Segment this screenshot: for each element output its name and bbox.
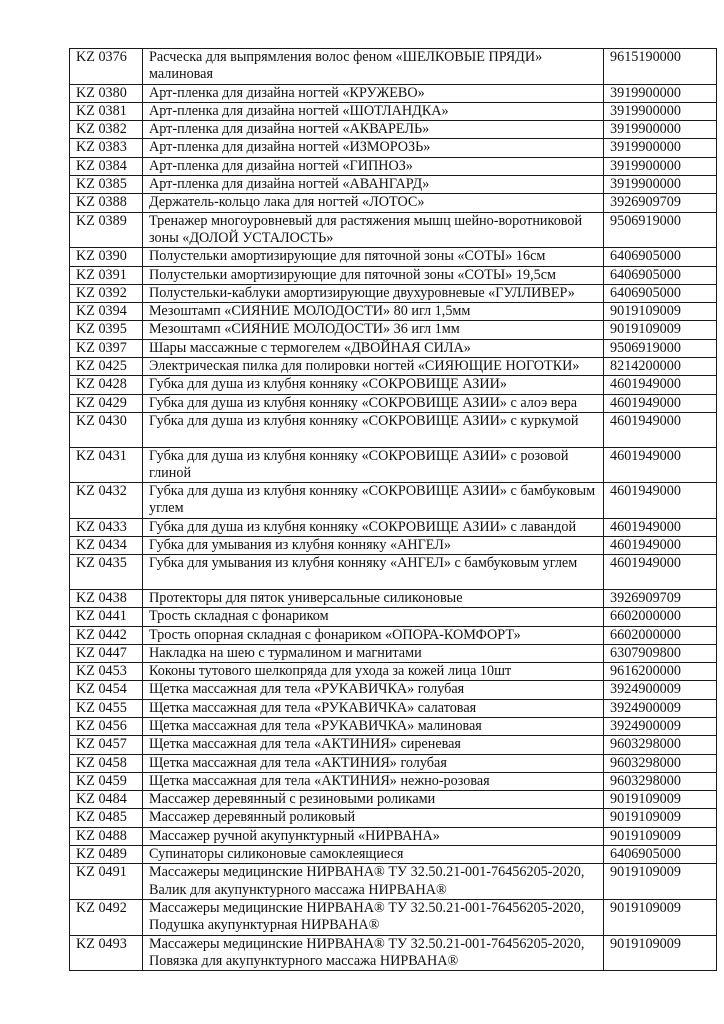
- product-code-cell: KZ 0484: [70, 791, 143, 809]
- table-row: [70, 846, 717, 864]
- product-description-cell: Щетка массажная для тела «РУКАВИЧКА» салатовая: [143, 699, 604, 717]
- product-code-cell: KZ 0431: [70, 447, 143, 483]
- product-code-cell: KZ 0453: [70, 663, 143, 681]
- table-row: [70, 447, 717, 483]
- hs-code-cell: 6406905000: [604, 846, 717, 864]
- table-row: [70, 717, 717, 735]
- product-description-cell: Арт-пленка для дизайна ногтей «ШОТЛАНДКА»: [143, 102, 604, 120]
- table-row: [70, 84, 717, 102]
- product-code-cell: KZ 0394: [70, 303, 143, 321]
- product-code-cell: KZ 0454: [70, 681, 143, 699]
- hs-code-cell: 9019109009: [604, 321, 717, 339]
- product-code-cell: KZ 0492: [70, 899, 143, 935]
- table-row: [70, 663, 717, 681]
- hs-code-cell: 9019109009: [604, 303, 717, 321]
- hs-code-cell: 9019109009: [604, 809, 717, 827]
- product-description-cell: Массажер ручной акупунктурный «НИРВАНА»: [143, 827, 604, 845]
- product-code-cell: KZ 0388: [70, 194, 143, 212]
- table-row: [70, 303, 717, 321]
- product-description-cell: Полустельки амортизирующие для пяточной зоны «СОТЫ» 19,5см: [143, 266, 604, 284]
- product-description-cell: Щетка массажная для тела «АКТИНИЯ» нежно-розовая: [143, 772, 604, 790]
- product-description-cell: Полустельки-каблуки амортизирующие двухуровневые «ГУЛЛИВЕР»: [143, 284, 604, 302]
- product-description-cell: Щетка массажная для тела «АКТИНИЯ» сиреневая: [143, 736, 604, 754]
- product-description-cell: Губка для умывания из клубня конняку «АНГЕЛ» с бамбуковым углем: [143, 555, 604, 590]
- product-code-cell: KZ 0382: [70, 121, 143, 139]
- product-description-cell: Губка для душа из клубня конняку «СОКРОВИЩЕ АЗИИ»: [143, 376, 604, 394]
- product-code-cell: KZ 0493: [70, 935, 143, 971]
- product-description-cell: Расческа для выпрямления волос феном «ШЕЛКОВЫЕ ПРЯДИ» малиновая: [143, 49, 604, 85]
- hs-code-cell: 3926909709: [604, 589, 717, 607]
- product-description-cell: Губка для душа из клубня конняку «СОКРОВИЩЕ АЗИИ» с бамбуковым углем: [143, 483, 604, 519]
- hs-code-cell: 4601949000: [604, 447, 717, 483]
- product-code-cell: KZ 0383: [70, 139, 143, 157]
- product-description-cell: Арт-пленка для дизайна ногтей «КРУЖЕВО»: [143, 84, 604, 102]
- hs-code-cell: 3924900009: [604, 699, 717, 717]
- product-description-cell: Тренажер многоуровневый для растяжения мышц шейно-воротниковой зоны «ДОЛОЙ УСТАЛОСТЬ»: [143, 212, 604, 248]
- product-description-cell: Накладка на шею с турмалином и магнитами: [143, 644, 604, 662]
- hs-code-cell: 9603298000: [604, 754, 717, 772]
- hs-code-cell: 4601949000: [604, 412, 717, 447]
- product-code-cell: KZ 0435: [70, 555, 143, 590]
- product-code-cell: KZ 0438: [70, 589, 143, 607]
- hs-code-cell: 3919900000: [604, 139, 717, 157]
- hs-code-cell: 3919900000: [604, 176, 717, 194]
- hs-code-cell: 3919900000: [604, 84, 717, 102]
- product-code-cell: KZ 0425: [70, 358, 143, 376]
- product-code-cell: KZ 0391: [70, 266, 143, 284]
- hs-code-cell: 9616200000: [604, 663, 717, 681]
- product-description-cell: Массажеры медицинские НИРВАНА® ТУ 32.50.21-001-76456205-2020, Подушка акупунктурная НИРВАНА®: [143, 899, 604, 935]
- product-code-cell: KZ 0489: [70, 846, 143, 864]
- table-row: [70, 827, 717, 845]
- hs-code-cell: 3919900000: [604, 157, 717, 175]
- product-description-cell: Губка для душа из клубня конняку «СОКРОВИЩЕ АЗИИ» с лавандой: [143, 518, 604, 536]
- product-description-cell: Арт-пленка для дизайна ногтей «ИЗМОРОЗЬ»: [143, 139, 604, 157]
- product-description-cell: Коконы тутового шелкопряда для ухода за кожей лица 10шт: [143, 663, 604, 681]
- product-code-cell: KZ 0381: [70, 102, 143, 120]
- product-code-cell: KZ 0442: [70, 626, 143, 644]
- table-row: [70, 248, 717, 266]
- product-code-cell: KZ 0397: [70, 339, 143, 357]
- table-row: [70, 121, 717, 139]
- table-row: [70, 518, 717, 536]
- product-description-cell: Губка для умывания из клубня конняку «АНГЕЛ»: [143, 537, 604, 555]
- hs-code-cell: 3926909709: [604, 194, 717, 212]
- product-code-cell: KZ 0395: [70, 321, 143, 339]
- product-description-cell: Арт-пленка для дизайна ногтей «АВАНГАРД»: [143, 176, 604, 194]
- product-description-cell: Губка для душа из клубня конняку «СОКРОВИЩЕ АЗИИ» с куркумой: [143, 412, 604, 447]
- hs-code-cell: 4601949000: [604, 518, 717, 536]
- table-row: [70, 321, 717, 339]
- hs-code-cell: 9603298000: [604, 736, 717, 754]
- table-row: [70, 681, 717, 699]
- product-description-cell: Щетка массажная для тела «РУКАВИЧКА» малиновая: [143, 717, 604, 735]
- hs-code-cell: 6602000000: [604, 626, 717, 644]
- product-code-cell: KZ 0455: [70, 699, 143, 717]
- hs-code-cell: 4601949000: [604, 483, 717, 519]
- product-code-cell: KZ 0457: [70, 736, 143, 754]
- hs-code-cell: 6406905000: [604, 266, 717, 284]
- product-description-cell: Губка для душа из клубня конняку «СОКРОВИЩЕ АЗИИ» с алоэ вера: [143, 394, 604, 412]
- hs-code-cell: 3924900009: [604, 717, 717, 735]
- hs-code-cell: 9019109009: [604, 899, 717, 935]
- table-row: [70, 608, 717, 626]
- product-code-table: [69, 48, 717, 971]
- product-description-cell: Электрическая пилка для полировки ногтей «СИЯЮЩИЕ НОГОТКИ»: [143, 358, 604, 376]
- product-description-cell: Губка для душа из клубня конняку «СОКРОВИЩЕ АЗИИ» с розовой глиной: [143, 447, 604, 483]
- table-row: [70, 284, 717, 302]
- product-description-cell: Супинаторы силиконовые самоклеящиеся: [143, 846, 604, 864]
- hs-code-cell: 9615190000: [604, 49, 717, 85]
- hs-code-cell: 9019109009: [604, 935, 717, 971]
- table-row: [70, 176, 717, 194]
- hs-code-cell: 9019109009: [604, 827, 717, 845]
- product-description-cell: Щетка массажная для тела «АКТИНИЯ» голубая: [143, 754, 604, 772]
- product-description-cell: Мезоштамп «СИЯНИЕ МОЛОДОСТИ» 80 игл 1,5мм: [143, 303, 604, 321]
- table-row: [70, 537, 717, 555]
- product-code-cell: KZ 0458: [70, 754, 143, 772]
- table-row: [70, 791, 717, 809]
- table-row: [70, 589, 717, 607]
- product-code-cell: KZ 0447: [70, 644, 143, 662]
- product-code-cell: KZ 0384: [70, 157, 143, 175]
- hs-code-cell: 3924900009: [604, 681, 717, 699]
- hs-code-cell: 4601949000: [604, 376, 717, 394]
- table-row: [70, 555, 717, 590]
- product-code-cell: KZ 0428: [70, 376, 143, 394]
- table-row: [70, 864, 717, 900]
- table-row: [70, 376, 717, 394]
- table-row: [70, 935, 717, 971]
- hs-code-cell: 6406905000: [604, 248, 717, 266]
- table-row: [70, 358, 717, 376]
- hs-code-cell: 4601949000: [604, 394, 717, 412]
- table-row: [70, 754, 717, 772]
- product-code-cell: KZ 0434: [70, 537, 143, 555]
- product-code-cell: KZ 0390: [70, 248, 143, 266]
- table-row: [70, 49, 717, 85]
- product-code-cell: KZ 0485: [70, 809, 143, 827]
- table-body: [70, 49, 717, 971]
- product-description-cell: Массажеры медицинские НИРВАНА® ТУ 32.50.21-001-76456205-2020, Валик для акупунктурного массажа НИРВАНА®: [143, 864, 604, 900]
- product-code-cell: KZ 0488: [70, 827, 143, 845]
- hs-code-cell: 6406905000: [604, 284, 717, 302]
- hs-code-cell: 6307909800: [604, 644, 717, 662]
- product-code-cell: KZ 0491: [70, 864, 143, 900]
- product-description-cell: Трость опорная складная с фонариком «ОПОРА-КОМФОРТ»: [143, 626, 604, 644]
- product-description-cell: Щетка массажная для тела «РУКАВИЧКА» голубая: [143, 681, 604, 699]
- product-description-cell: Шары массажные с термогелем «ДВОЙНАЯ СИЛА»: [143, 339, 604, 357]
- table-row: [70, 644, 717, 662]
- table-row: [70, 139, 717, 157]
- product-code-cell: KZ 0385: [70, 176, 143, 194]
- product-description-cell: Держатель-кольцо лака для ногтей «ЛОТОС»: [143, 194, 604, 212]
- hs-code-cell: 6602000000: [604, 608, 717, 626]
- hs-code-cell: 9019109009: [604, 864, 717, 900]
- product-description-cell: Трость складная с фонариком: [143, 608, 604, 626]
- hs-code-cell: 4601949000: [604, 537, 717, 555]
- table-row: [70, 626, 717, 644]
- product-description-cell: Мезоштамп «СИЯНИЕ МОЛОДОСТИ» 36 игл 1мм: [143, 321, 604, 339]
- table-row: [70, 412, 717, 447]
- product-code-cell: KZ 0380: [70, 84, 143, 102]
- product-code-cell: KZ 0441: [70, 608, 143, 626]
- table-row: [70, 772, 717, 790]
- product-description-cell: Массажеры медицинские НИРВАНА® ТУ 32.50.21-001-76456205-2020, Повязка для акупунктурного массажа НИРВАНА®: [143, 935, 604, 971]
- hs-code-cell: 9506919000: [604, 212, 717, 248]
- product-code-cell: KZ 0389: [70, 212, 143, 248]
- table-row: [70, 736, 717, 754]
- product-description-cell: Арт-пленка для дизайна ногтей «ГИПНОЗ»: [143, 157, 604, 175]
- table-row: [70, 194, 717, 212]
- product-code-cell: KZ 0430: [70, 412, 143, 447]
- hs-code-cell: 3919900000: [604, 121, 717, 139]
- hs-code-cell: 3919900000: [604, 102, 717, 120]
- product-code-cell: KZ 0432: [70, 483, 143, 519]
- product-description-cell: Массажер деревянный роликовый: [143, 809, 604, 827]
- table-row: [70, 339, 717, 357]
- table-row: [70, 809, 717, 827]
- product-code-cell: KZ 0456: [70, 717, 143, 735]
- table-row: [70, 699, 717, 717]
- table-row: [70, 483, 717, 519]
- product-code-cell: KZ 0376: [70, 49, 143, 85]
- product-description-cell: Арт-пленка для дизайна ногтей «АКВАРЕЛЬ»: [143, 121, 604, 139]
- hs-code-cell: 9603298000: [604, 772, 717, 790]
- table-row: [70, 266, 717, 284]
- table-row: [70, 157, 717, 175]
- hs-code-cell: 9019109009: [604, 791, 717, 809]
- hs-code-cell: 9506919000: [604, 339, 717, 357]
- product-description-cell: Протекторы для пяток универсальные силиконовые: [143, 589, 604, 607]
- hs-code-cell: 8214200000: [604, 358, 717, 376]
- product-code-cell: KZ 0392: [70, 284, 143, 302]
- table-row: [70, 212, 717, 248]
- hs-code-cell: 4601949000: [604, 555, 717, 590]
- product-code-cell: KZ 0459: [70, 772, 143, 790]
- product-code-cell: KZ 0433: [70, 518, 143, 536]
- table-row: [70, 394, 717, 412]
- table-row: [70, 102, 717, 120]
- table-row: [70, 899, 717, 935]
- product-description-cell: Полустельки амортизирующие для пяточной зоны «СОТЫ» 16см: [143, 248, 604, 266]
- product-description-cell: Массажер деревянный с резиновыми роликами: [143, 791, 604, 809]
- product-code-cell: KZ 0429: [70, 394, 143, 412]
